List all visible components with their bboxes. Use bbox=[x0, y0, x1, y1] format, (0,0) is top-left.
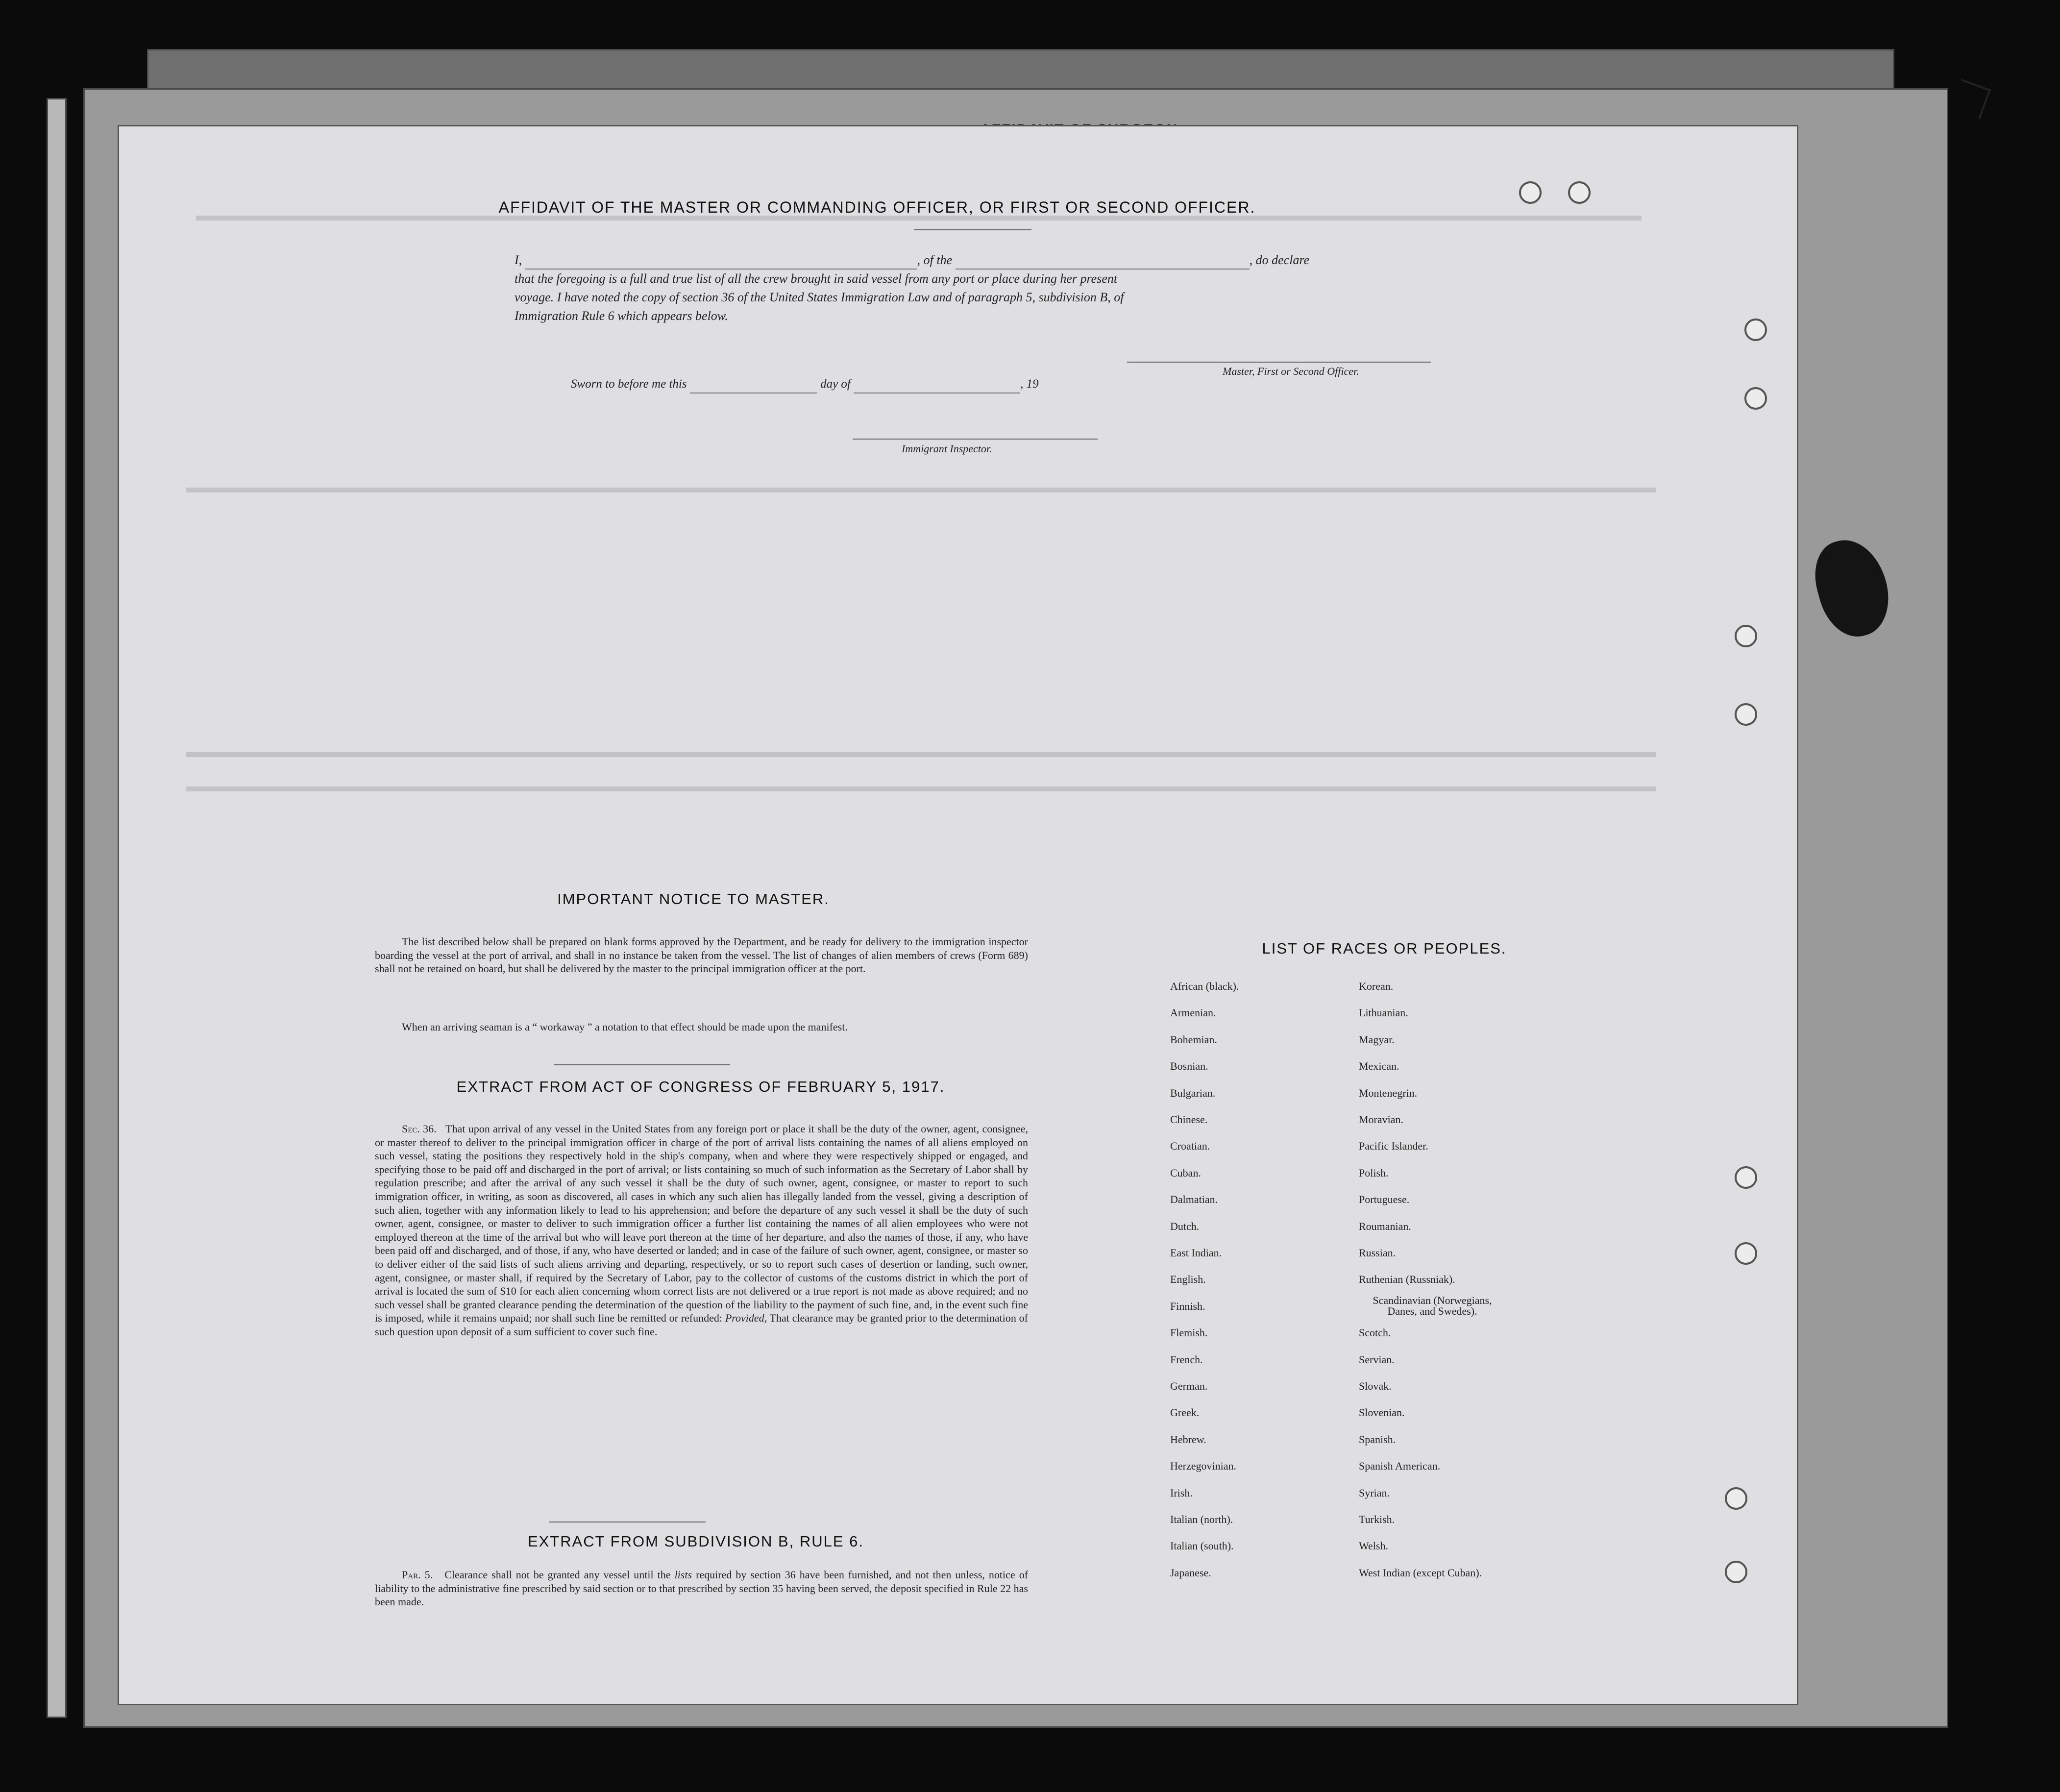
inspector-label: Immigrant Inspector. bbox=[902, 442, 992, 455]
extract-rule-title: EXTRACT FROM SUBDIVISION B, RULE 6. bbox=[527, 1533, 864, 1550]
manifest-sheet bbox=[118, 125, 1798, 1705]
race-item: Italian (south). bbox=[1170, 1540, 1234, 1552]
binder-hole-icon bbox=[1519, 181, 1542, 204]
race-item: Spanish American. bbox=[1359, 1460, 1441, 1473]
race-item: Chinese. bbox=[1170, 1113, 1208, 1126]
notice-paragraph-2: When an arriving seaman is a “ workaway ” a notation to that effect should be made upon the manifest. bbox=[402, 1021, 848, 1033]
race-item: Herzegovinian. bbox=[1170, 1460, 1236, 1473]
bleed-through bbox=[186, 786, 1656, 791]
race-item: German. bbox=[1170, 1380, 1208, 1392]
left-strip bbox=[47, 98, 67, 1718]
binder-hole-icon bbox=[1744, 387, 1767, 410]
extract-act-text: Sec. 36. That upon arrival of any vessel in the United States from any foreign port or place it shall be the duty of the owner, agent, consignee, or master thereof to deliver to the principal immigration officer in charge of the port of arrival lists containing the names of all aliens employed on such vessel, stating the positions they respectively hold in the ship's company, when and where they were respectively shipped or engaged, and specifying those to be paid off and discharged in the port of arrival; or lists containing so much of such information as the Secretary of Labor shall by regulation prescribe; and after the arrival of any such vessel it shall be the duty of such owner, agent, consignee, or master to report to such immigration officer, in writing, as soon as discovered, all cases in which any such alien has illegally landed from the vessel, giving a description of such alien, together with any information likely to lead to his apprehension; and before the departure of any such vessel it shall be the duty of such owner, agent, consignee, or master to deliver to such immigration officer a further list containing the names of all alien employees who were not employed thereon at the time of the arrival but who will leave port thereon at the time of her departure, and also the names of those, if any, who have been paid off and discharged, and of those, if any, who have deserted or landed; and in case of the failure of such owner, agent, consignee, or master so to deliver either of the said lists of such aliens arriving and departing, respectively, or so to report such cases of desertion or landing, such owner, agent, consignee, or master shall, if required by the Secretary of Labor, pay to the collector of customs of the customs district in which the port of arrival is located the sum of $10 for each alien concerning whom correct lists are not delivered or a true report is not made as above required; and no such vessel shall be granted clearance pending the determination of the question of the liability to the payment of such fine, and, in the event such fine is imposed, while it remains unpaid; nor shall such fine be remitted or refunded: Provided, That clearance may be granted prior to the determination of such question upon deposit of a sum sufficient to cover such fine. bbox=[375, 1123, 1029, 1338]
bleed-through bbox=[186, 488, 1656, 492]
race-item: Dutch. bbox=[1170, 1220, 1200, 1232]
master-signature-label: Master, First or Second Officer. bbox=[1223, 365, 1359, 377]
race-item: Welsh. bbox=[1359, 1540, 1388, 1552]
extract-act-title: EXTRACT FROM ACT OF CONGRESS OF FEBRUARY 5, 1917. bbox=[456, 1078, 945, 1095]
declaration-line-1: I, , of the , do declare bbox=[515, 251, 1539, 270]
binder-hole-icon bbox=[1735, 703, 1757, 726]
race-item: East Indian. bbox=[1170, 1247, 1222, 1259]
notice-title: IMPORTANT NOTICE TO MASTER. bbox=[557, 890, 830, 908]
race-item: Hebrew. bbox=[1170, 1433, 1206, 1446]
race-item: Korean. bbox=[1359, 980, 1394, 992]
declaration-line-2: that the foregoing is a full and true list of all the crew brought in said vessel from any port or place during her present bbox=[515, 271, 1118, 286]
race-item: Cuban. bbox=[1170, 1166, 1201, 1179]
race-item: Bulgarian. bbox=[1170, 1086, 1216, 1099]
race-item: Slovak. bbox=[1359, 1380, 1392, 1392]
race-item: Ruthenian (Russniak). bbox=[1359, 1273, 1455, 1286]
race-item: Scandinavian (Norwegians, Danes, and Swedes). bbox=[1373, 1294, 1492, 1317]
bleed-through bbox=[186, 752, 1656, 757]
binder-hole-icon bbox=[1568, 181, 1591, 204]
race-item: Greek. bbox=[1170, 1406, 1200, 1419]
affidavit-title: AFFIDAVIT OF THE MASTER OR COMMANDING OFFICER, OR FIRST OR SECOND OFFICER. bbox=[498, 198, 1256, 216]
race-item: Russian. bbox=[1359, 1247, 1396, 1259]
race-item: Finnish. bbox=[1170, 1300, 1205, 1312]
race-item: English. bbox=[1170, 1273, 1206, 1286]
race-item: Armenian. bbox=[1170, 1006, 1216, 1019]
race-item: Mexican. bbox=[1359, 1060, 1399, 1073]
declaration-line-4: Immigration Rule 6 which appears below. bbox=[515, 309, 728, 323]
race-item: Moravian. bbox=[1359, 1113, 1404, 1126]
races-left-column bbox=[1170, 980, 1356, 1715]
binder-hole-icon bbox=[1735, 1242, 1757, 1265]
race-item: Servian. bbox=[1359, 1353, 1395, 1366]
race-item: Japanese. bbox=[1170, 1566, 1211, 1579]
race-item: Scotch. bbox=[1359, 1326, 1391, 1339]
affidavit-declaration bbox=[515, 251, 1539, 325]
binder-hole-icon bbox=[1744, 319, 1767, 341]
corner-fold bbox=[1951, 79, 1991, 119]
sworn-line: Sworn to before me this day of , 19 bbox=[571, 375, 1306, 393]
race-item: Bosnian. bbox=[1170, 1060, 1208, 1073]
extract-rule-text: Par. 5. Clearance shall not be granted any vessel until the lists required by section 36 have been furnished, and not then unless, notice of liability to the administrative fine prescribed by said section or to that prescribed by section 35 having been served, the deposit specified in Rule 22 has been made. bbox=[375, 1569, 1029, 1608]
race-item: Portuguese. bbox=[1359, 1193, 1410, 1206]
binder-hole-icon bbox=[1725, 1561, 1747, 1583]
race-item: Syrian. bbox=[1359, 1486, 1390, 1499]
race-item: Lithuanian. bbox=[1359, 1006, 1408, 1019]
race-item: Spanish. bbox=[1359, 1433, 1396, 1446]
race-item: Polish. bbox=[1359, 1166, 1389, 1179]
notice-paragraph-1: The list described below shall be prepared on blank forms approved by the Department, and be ready for delivery to the immigration inspector boarding the vessel at the port of arrival, and shall in no instance be taken from the vessel. The list of changes of alien members of crews (Form 689) shall not be retained on board, but shall be delivered by the master to the principal immigration officer at the port. bbox=[375, 935, 1028, 975]
race-item: Slovenian. bbox=[1359, 1406, 1405, 1419]
race-item: Roumanian. bbox=[1359, 1220, 1411, 1232]
races-title: LIST OF RACES OR PEOPLES. bbox=[1262, 940, 1507, 957]
race-item: French. bbox=[1170, 1353, 1203, 1366]
race-item: West Indian (except Cuban). bbox=[1359, 1566, 1482, 1579]
race-item: Turkish. bbox=[1359, 1513, 1395, 1525]
divider bbox=[914, 229, 1031, 230]
declaration-line-3: voyage. I have noted the copy of section 36 of the United States Immigration Law and of paragraph 5, subdivision B, of bbox=[515, 290, 1124, 304]
race-item: Irish. bbox=[1170, 1486, 1193, 1499]
race-item: Flemish. bbox=[1170, 1326, 1208, 1339]
binder-hole-icon bbox=[1725, 1487, 1747, 1510]
race-item: Bohemian. bbox=[1170, 1033, 1217, 1046]
divider bbox=[554, 1064, 730, 1065]
race-item: Croatian. bbox=[1170, 1140, 1210, 1153]
race-item: African (black). bbox=[1170, 980, 1239, 992]
binder-hole-icon bbox=[1735, 625, 1757, 647]
race-item: Magyar. bbox=[1359, 1033, 1395, 1046]
race-item: Pacific Islander. bbox=[1359, 1140, 1428, 1153]
binder-hole-icon bbox=[1735, 1166, 1757, 1189]
race-item: Dalmatian. bbox=[1170, 1193, 1218, 1206]
race-item: Montenegrin. bbox=[1359, 1086, 1418, 1099]
races-right-column bbox=[1359, 980, 1579, 1715]
race-item: Italian (north). bbox=[1170, 1513, 1233, 1525]
